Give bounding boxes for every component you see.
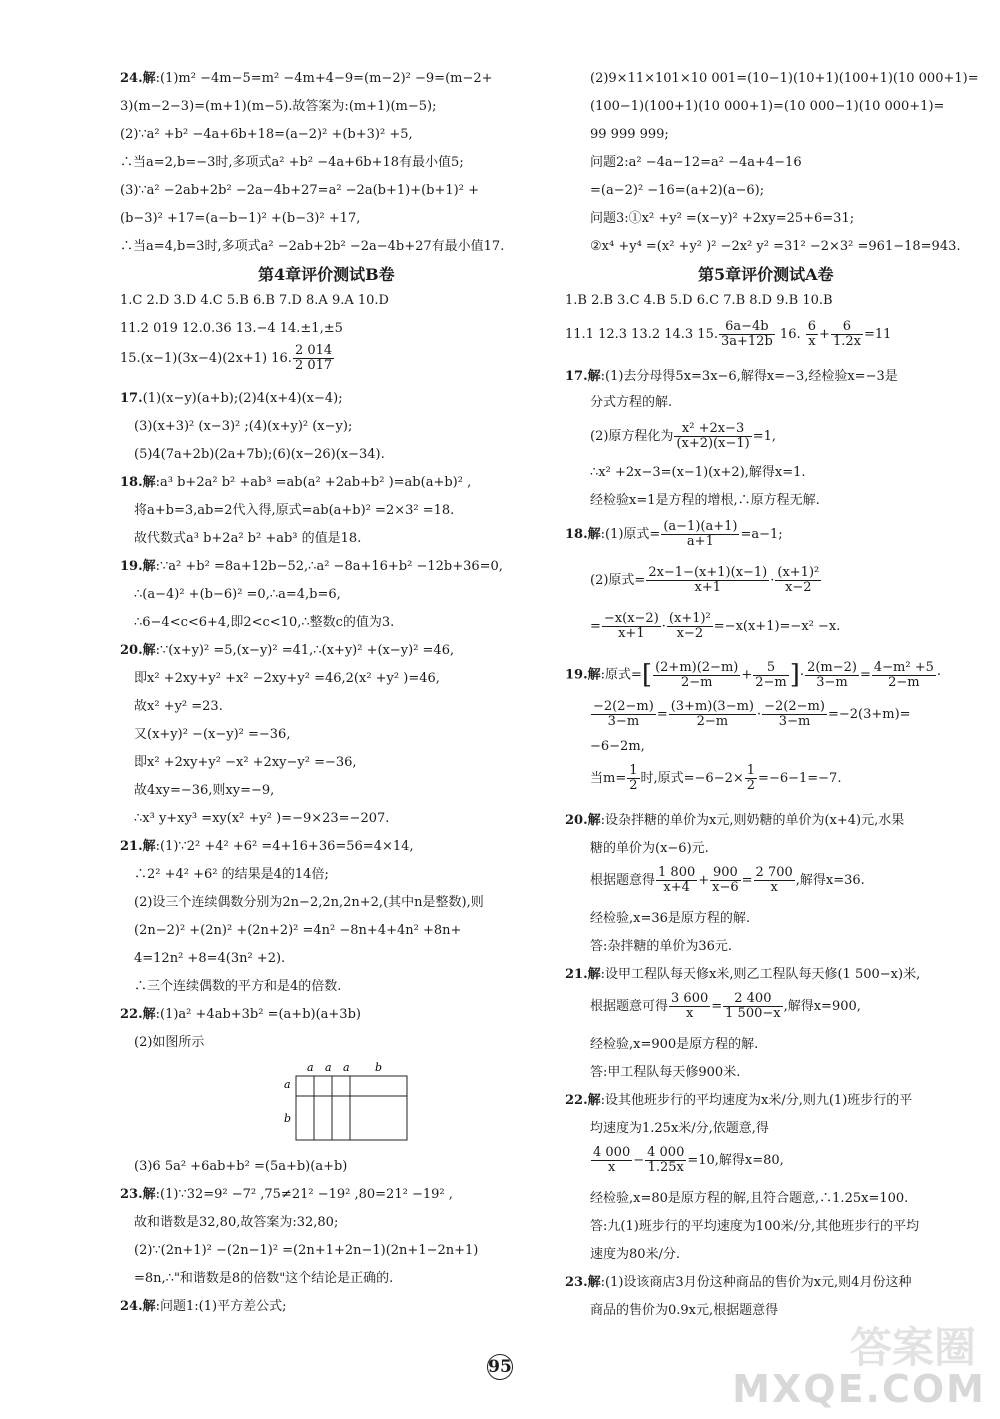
fraction: $\frac{(a-1)(a+1)}{a+1}$ [663,519,738,549]
fig-label-top: a [325,1061,332,1074]
text-line: (2)原方程化为 $\frac{\text{x² +2x−3}}{(x+2)(x-1)}$ =1, [590,421,776,451]
multiple-choice-answers: 1.B 2.B 3.C 4.B 5.D 6.C 7.B 8.D 9.B 10.B [565,293,833,308]
text-line: (3)6 5a² +6ab+b² =(5a+b)(a+b) [134,1159,348,1174]
text-line: 当m= $\frac{1}{2}$ 时,原式=−6−2× $\frac{1}{2}$ =−6−1=−7. [590,763,842,793]
q23-line: 23.解:(1)设该商店3月份这种商品的售价为x元,则4月份这种 [565,1275,912,1290]
q20-line: 20.解:∵(x+y)² =5,(x−y)² =41,∴(x+y)² +(x−y)² =46, [120,643,455,658]
text-line: 分式方程的解. [590,395,673,410]
text-line: ∴x² +2x−3=(x−1)(x+2),解得x=1. [590,465,806,480]
section-heading-ch5a: 第5章评价测试A卷 [698,265,834,284]
text-line: 糖的单价为(x−6)元. [590,841,709,856]
text-line: 经检验,x=80是原方程的解,且符合题意,∴1.25x=100. [590,1191,909,1206]
fig-label-left: a [284,1078,291,1091]
text-line: =8n,∴"和谐数是8的倍数"这个结论是正确的. [134,1271,394,1286]
text-line: 故4xy=−36,则xy=−9, [134,783,275,798]
text-line: 4=12n² +8=4(3n² +2). [134,951,286,966]
q22-line: 22.解:(1)a² +4ab+3b² =(a+b)(a+3b) [120,1007,361,1022]
fraction: $\frac{5}{2-m}$ [755,659,787,690]
outer-rectangle [296,1076,407,1140]
text-line: 速度为80米/分. [590,1247,681,1262]
text-line: 经检验x=1是方程的增根,∴原方程无解. [590,493,820,508]
text-line: 问题2:a² −4a−12=a² −4a+4−16 [590,155,802,170]
text-line: (2)原式= $\frac{2x-1-(x+1)(x-1)}{x+1}$ · $\frac{\text{(x+1)²}}{x-2}$ [590,565,820,595]
fraction: $\frac{3 600}{x}$ [671,991,709,1021]
text-line: 答:九(1)班步行的平均速度为100米/分,其他班步行的平均 [590,1219,920,1234]
fraction: $\frac{\text{x² +2x−3}}{(x+2)(x-1)}$ [676,421,750,451]
text-line: 故x² +y² =23. [134,699,223,714]
text-line: $\frac{4 000}{x}$ − $\frac{4 000}{1.25x}$ =10,解得x=80, [593,1145,784,1175]
text-line: −6−2m, [590,739,645,754]
fraction: $\frac{6a-4b}{3a+12b}$ [721,319,773,349]
q20-line: 20.解:设杂拌糖的单价为x元,则奶糖的单价为(x+4)元,水果 [565,813,905,828]
text-line: 即x² +2xy+y² +x² −2xy+y² =46,2(x² +y² )=46, [134,671,440,686]
text-line: (2)如图所示 [134,1035,205,1050]
fraction: $\frac{900}{x-6}$ [712,865,739,895]
fraction: $\frac{1}{2}$ [746,763,756,793]
q24-first-line: 24.解:(1)m² −4m−5=m² −4m+4−9=(m−2)² −9=(m−2+ [120,71,493,86]
text-line: ∴三个连续偶数的平方和是4的倍数. [134,979,342,994]
text-line: ∴x³ y+xy³ =xy(x² +y² )=−9×23=−207. [134,811,390,826]
fraction: $\frac{\text{(x+1)²}}{x-2}$ [668,611,711,641]
text-line: (b−3)² +17=(a−b−1)² +(b−3)² +17, [120,211,361,226]
text-line: 即x² +2xy+y² −x² +2xy−y² =−36, [134,755,357,770]
watermark-text: MXQE.COM [732,1367,986,1411]
fill-answers-2: 15.(x−1)(3x−4)(2x+1) 16. $\frac{2 014}{2 017}$ [120,343,333,373]
q17-line: 17.解:(1)去分母得5x=3x−6,解得x=−3,经检验x=−3是 [565,369,898,384]
text-line: 经检验,x=36是原方程的解. [590,911,751,926]
fig-label-top: b [375,1061,383,1074]
fraction: $\frac{2(m-2)}{3-m}$ [807,659,857,690]
q22-line: 22.解:设其他班步行的平均速度为x米/分,则九(1)班步行的平 [565,1093,913,1108]
rectangle-tiling-figure [280,1060,420,1150]
fill-answers-1: 11.2 019 12.0.36 13.−4 14.±1,±5 [120,321,343,336]
fraction: $\frac{\text{(x+1)²}}{x-2}$ [777,565,820,595]
q23-line: 23.解:(1)∵32=9² −7² ,75≠21² −19² ,80=21² −19² , [120,1187,453,1202]
text-line: 99 999 999; [590,127,669,142]
text-line: ∴(a−4)² +(b−6)² =0,∴a=4,b=6, [134,587,341,602]
fraction: $\frac{1 800}{x+4}$ [658,865,696,895]
fraction: $\frac{-2(2-m)}{3-m}$ [593,699,654,729]
q21-line: 21.解:(1)∵2² +4² +6² =4+16+36=56=4×14, [120,839,414,854]
text-line: ∴当a=2,b=−3时,多项式a² +b² −4a+6b+18有最小值5; [120,155,464,170]
text-line: 故和谐数是32,80,故答案为:32,80; [134,1215,339,1230]
fraction: $\frac{(2+m)(2-m)}{2-m}$ [655,659,739,690]
text-line: 答:杂拌糖的单价为36元. [590,939,733,954]
text-line: (3)(x+3)² (x−3)² ;(4)(x+y)² (x−y); [134,419,353,434]
fraction: $\frac{-2(2-m)}{3-m}$ [764,699,825,729]
text-line: (2)∵(2n+1)² −(2n−1)² =(2n+1+2n−1)(2n+1−2n+1) [134,1243,479,1258]
q24b-line: 24.解:问题1:(1)平方差公式; [120,1299,287,1314]
text-line: $\frac{-2(2-m)}{3-m}$ = $\frac{(3+m)(3-m)}{2-m}$ · $\frac{-2(2-m)}{3-m}$ =−2(3+m)= [593,699,911,729]
text-line: 答:甲工程队每天修900米. [590,1065,741,1080]
text-line: 又(x+y)² −(x−y)² =−36, [134,727,291,742]
fill-answers: 11.1 12.3 13.2 14.3 15. $\frac{6a-4b}{3a+12b}$ 16. $\frac{6}{x}$ + $\frac{6}{1.2x}$ =11 [565,319,892,349]
fraction: $\frac{6}{1.2x}$ [832,319,861,349]
text-line: 商品的售价为0.9x元,根据题意得 [590,1303,779,1318]
text-line: ∴6−4<c<6+4,即2<c<10,∴整数c的值为3. [134,615,395,630]
text-line: 3)(m−2−3)=(m+1)(m−5).故答案为:(m+1)(m−5); [120,99,437,114]
text-line: 问题3:①x² +y² =(x−y)² +2xy=25+6=31; [590,211,855,226]
text-line: (2n−2)² +(2n)² +(2n+2)² =4n² −8n+4+4n² +8n+ [134,923,462,938]
q21-line: 21.解:设甲工程队每天修x米,则乙工程队每天修(1 500−x)米, [565,967,921,982]
text-line: =(a−2)² −16=(a+2)(a−6); [590,183,765,198]
fraction: $\frac{2 700}{x}$ [755,865,793,895]
fraction: $\frac{4 000}{x}$ [593,1145,631,1175]
fraction: $\frac{2x-1-(x+1)(x-1)}{x+1}$ [648,565,768,595]
text-line: 将a+b=3,ab=2代入得,原式=ab(a+b)² =2×3² =18. [134,503,455,518]
text-line: 根据题意可得 $\frac{3 600}{x}$ = $\frac{2 400}{1 500-x}$ ,解得x=900, [590,991,861,1021]
fig-label-top: a [343,1061,350,1074]
page-number: 95 [485,1354,515,1382]
multiple-choice-answers: 1.C 2.D 3.D 4.C 5.B 6.B 7.D 8.A 9.A 10.D [120,293,389,308]
text-line: ∴2² +4² +6² 的结果是4的14倍; [134,867,329,882]
q18-line: 18.解:a³ b+2a² b² +ab³ =ab(a² +2ab+b² )=ab(a+b)² , [120,475,472,490]
fig-label-top: a [307,1061,314,1074]
fraction: $\frac{2 014}{2 017}$ [294,343,333,373]
q19-line: 19.解:∵a² +b² =8a+12b−52,∴a² −8a+16+b² −12b+36=0, [120,559,503,574]
fraction: $\frac{2 400}{1 500-x}$ [725,991,781,1021]
text-line: ②x⁴ +y⁴ =(x² +y² )² −2x² y² =31² −2×3² =961−18=943. [590,239,961,254]
text-line: (5)4(7a+2b)(2a+7b);(6)(x−26)(x−34). [134,447,385,462]
text-line: = $\frac{-x(x-2)}{x+1}$ · $\frac{\text{(x+1)²}}{x-2}$ =−x(x+1)=−x² −x. [590,611,841,641]
watermark-logo: 答案圈 [849,1323,976,1372]
text-line: (2)设三个连续偶数分别为2n−2,2n,2n+2,(其中n是整数),则 [134,895,484,910]
text-line: ∴当a=4,b=3时,多项式a² −2ab+2b² −2a−4b+27有最小值17. [120,239,505,254]
text-line: (3)∵a² −2ab+2b² −2a−4b+27=a² −2a(b+1)+(b+1)² + [120,183,479,198]
fig-label-left: b [284,1112,292,1125]
fraction: $\frac{-x(x-2)}{x+1}$ [603,611,659,641]
q17-line: 17.(1)(x−y)(a+b);(2)4(x+4)(x−4); [120,391,343,406]
fraction: $\frac{(3+m)(3-m)}{2-m}$ [670,699,754,729]
section-heading-ch4b: 第4章评价测试B卷 [258,265,395,284]
text-line: 根据题意得 $\frac{1 800}{x+4}$ + $\frac{900}{x-6}$ = $\frac{2 700}{x}$ ,解得x=36. [590,865,865,895]
text-line: (2)∵a² +b² −4a+6b+18=(a−2)² +(b+3)² +5, [120,127,413,142]
fraction: $\frac{6}{x}$ [807,319,817,349]
text-line: 均速度为1.25x米/分,依题意,得 [590,1121,769,1136]
text-line: (2)9×11×101×10 001=(10−1)(10+1)(100+1)(10 000+1)= [590,71,979,86]
q19-line: 19.解:原式=[ $\frac{(2+m)(2-m)}{2-m}$ + $\frac{5}{2-m}$ ]· $\frac{2(m-2)}{3-m}$ = $\frac{\text{4−m² +5}}{2-m}$ · [565,659,942,690]
text-line: 经检验,x=900是原方程的解. [590,1037,759,1052]
q18-line: 18.解:(1)原式= $\frac{(a-1)(a+1)}{a+1}$ =a−1; [565,519,783,549]
fraction: $\frac{\text{4−m² +5}}{2-m}$ [873,659,934,690]
text-line: (100−1)(100+1)(10 000+1)=(10 000−1)(10 000+1)= [590,99,945,114]
text-line: 故代数式a³ b+2a² b² +ab³ 的值是18. [134,531,362,546]
fraction: $\frac{4 000}{1.25x}$ [647,1145,685,1175]
fraction: $\frac{1}{2}$ [629,763,638,793]
